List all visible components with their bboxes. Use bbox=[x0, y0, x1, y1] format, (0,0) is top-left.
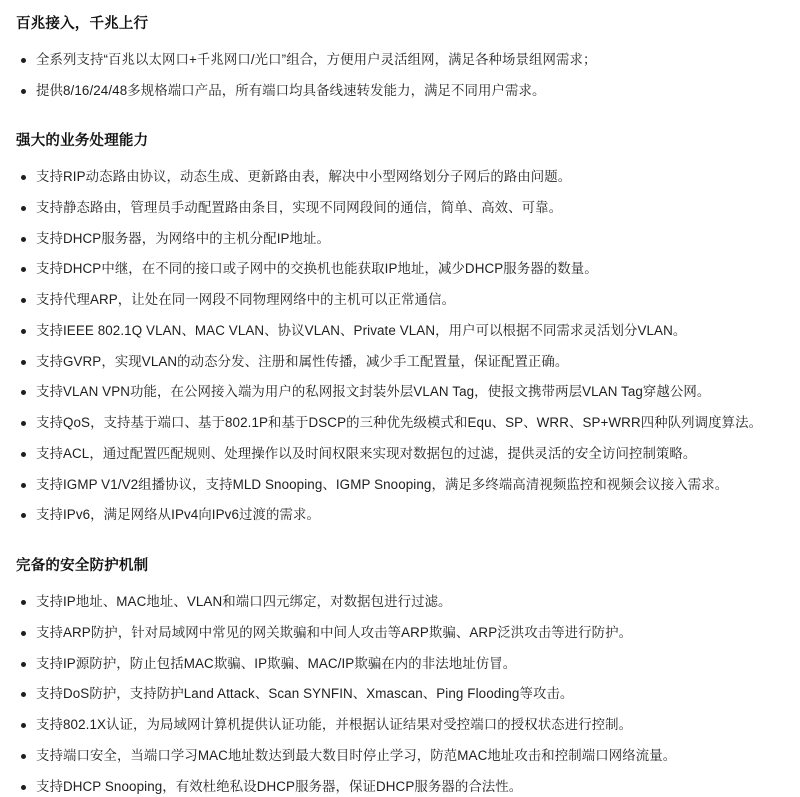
feature-section-service bbox=[14, 131, 782, 526]
list-item: 全系列支持“百兆以太网口+千兆网口/光口”组合，方便用户灵活组网，满足各种场景组网需求； bbox=[14, 50, 782, 71]
list-item: 支持ACL，通过配置匹配规则、处理操作以及时间权限来实现对数据包的过滤，提供灵活的安全访问控制策略。 bbox=[14, 444, 782, 465]
feature-list bbox=[14, 592, 782, 797]
section-title: 完备的安全防护机制 bbox=[16, 558, 149, 575]
list-item: 支持IEEE 802.1Q VLAN、MAC VLAN、协议VLAN、Private VLAN，用户可以根据不同需求灵活划分VLAN。 bbox=[14, 321, 782, 342]
list-item: 支持IPv6，满足网络从IPv4向IPv6过渡的需求。 bbox=[14, 505, 782, 526]
feature-section-security bbox=[14, 556, 782, 797]
list-item: 支持QoS，支持基于端口、基于802.1P和基于DSCP的三种优先级模式和Equ、SP、WRR、SP+WRR四种队列调度算法。 bbox=[14, 413, 782, 434]
list-item: 支持IP源防护，防止包括MAC欺骗、IP欺骗、MAC/IP欺骗在内的非法地址仿冒。 bbox=[14, 654, 782, 675]
list-item: 支持DHCP服务器，为网络中的主机分配IP地址。 bbox=[14, 229, 782, 250]
list-item: 支持VLAN VPN功能，在公网接入端为用户的私网报文封装外层VLAN Tag，使报文携带两层VLAN Tag穿越公网。 bbox=[14, 382, 782, 403]
list-item: 支持代理ARP，让处在同一网段不同物理网络中的主机可以正常通信。 bbox=[14, 290, 782, 311]
section-title: 强大的业务处理能力 bbox=[16, 133, 149, 150]
list-item: 支持ARP防护，针对局域网中常见的网关欺骗和中间人攻击等ARP欺骗、ARP泛洪攻击等进行防护。 bbox=[14, 623, 782, 644]
feature-list bbox=[14, 167, 782, 526]
feature-section-access bbox=[14, 14, 782, 101]
list-item: 支持RIP动态路由协议，动态生成、更新路由表，解决中小型网络划分子网后的路由问题。 bbox=[14, 167, 782, 188]
list-item: 支持GVRP，实现VLAN的动态分发、注册和属性传播，减少手工配置量，保证配置正确。 bbox=[14, 352, 782, 373]
list-item: 支持DHCP中继，在不同的接口或子网中的交换机也能获取IP地址，减少DHCP服务器的数量。 bbox=[14, 259, 782, 280]
list-item: 支持端口安全，当端口学习MAC地址数达到最大数目时停止学习，防范MAC地址攻击和控制端口网络流量。 bbox=[14, 746, 782, 767]
list-item: 支持802.1X认证，为局域网计算机提供认证功能，并根据认证结果对受控端口的授权状态进行控制。 bbox=[14, 715, 782, 736]
list-item: 提供8/16/24/48多规格端口产品，所有端口均具备线速转发能力，满足不同用户需求。 bbox=[14, 81, 782, 102]
list-item: 支持IP地址、MAC地址、VLAN和端口四元绑定，对数据包进行过滤。 bbox=[14, 592, 782, 613]
list-item: 支持DHCP Snooping，有效杜绝私设DHCP服务器，保证DHCP服务器的合法性。 bbox=[14, 777, 782, 797]
feature-list bbox=[14, 50, 782, 102]
list-item: 支持IGMP V1/V2组播协议，支持MLD Snooping、IGMP Snooping，满足多终端高清视频监控和视频会议接入需求。 bbox=[14, 475, 782, 496]
section-title: 百兆接入，千兆上行 bbox=[16, 16, 149, 32]
list-item: 支持DoS防护，支持防护Land Attack、Scan SYNFIN、Xmascan、Ping Flooding等攻击。 bbox=[14, 684, 782, 705]
list-item: 支持静态路由，管理员手动配置路由条目，实现不同网段间的通信，简单、高效、可靠。 bbox=[14, 198, 782, 219]
